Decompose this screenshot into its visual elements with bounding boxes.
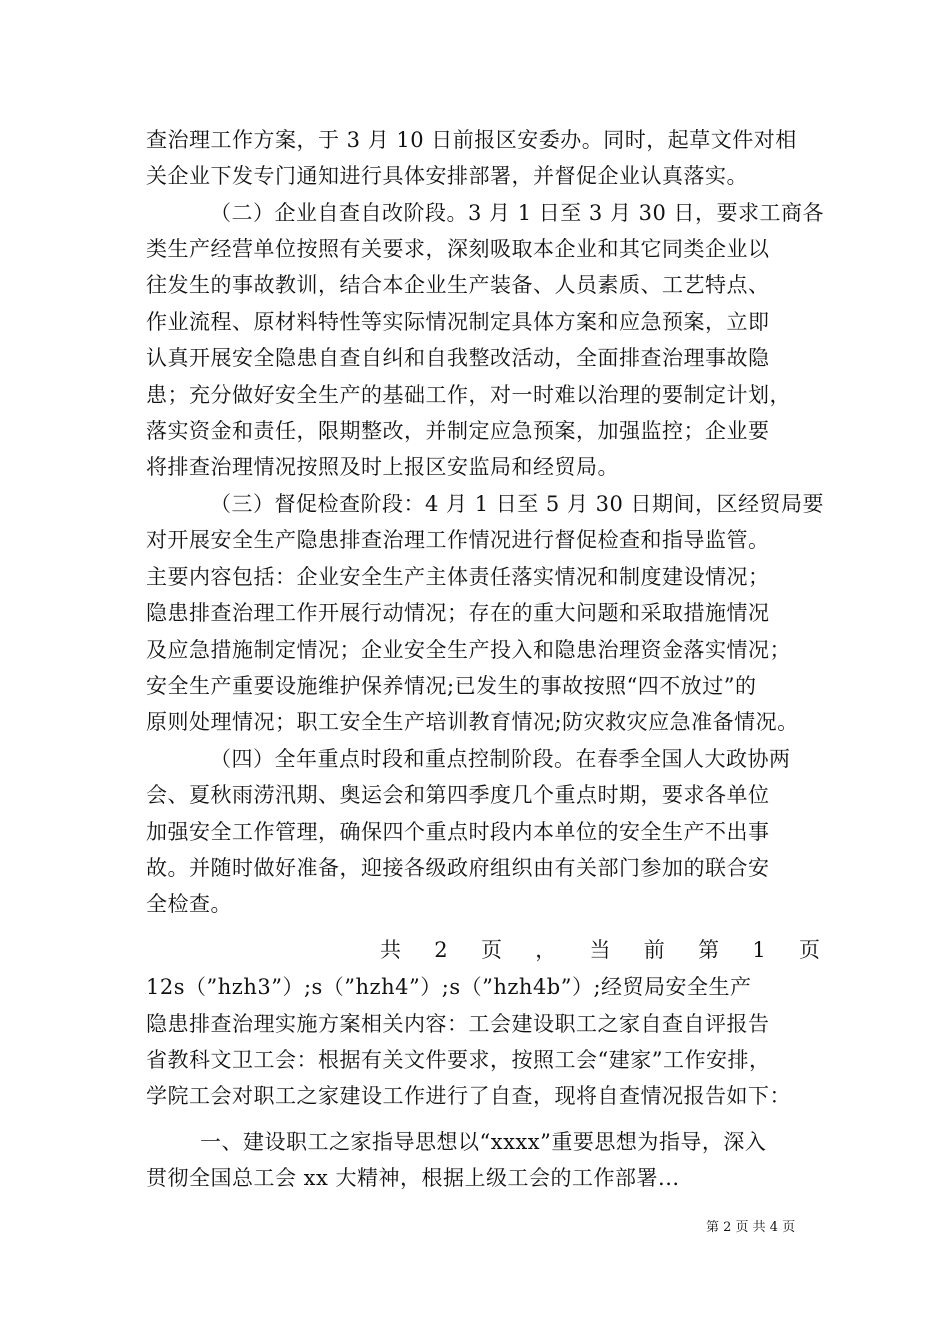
paragraph-line: 安全生产重要设施维护保养情况;已发生的事故按照“四不放过”的 [146,674,757,698]
paragraph-line: 12s（”hzh3”）;s（”hzh4”）;s（”hzh4b”）;经贸局安全生产 [146,975,752,999]
paragraph-line: 认真开展安全隐患自查自纠和自我整改活动，全面排查治理事故隐 [146,346,770,370]
paragraph-line: 故。并随时做好准备，迎接各级政府组织由有关部门参加的联合安 [146,856,770,880]
paragraph-line: 一、建设职工之家指导思想以“xxxx”重要思想为指导，深入 [200,1130,767,1154]
paragraph-line: 省教科文卫工会：根据有关文件要求，按照工会“建家”工作安排， [146,1048,771,1072]
paragraph-line: 类生产经营单位按照有关要求，深刻吸取本企业和其它同类企业以 [146,237,770,261]
section-four-heading-line: （四）全年重点时段和重点控制阶段。在春季全国人大政协两 [210,747,791,771]
paragraph-line: 隐患排查治理实施方案相关内容：工会建设职工之家自查自评报告 [146,1012,770,1036]
paragraph-line: 落实资金和责任，限期整改，并制定应急预案，加强监控；企业要 [146,419,770,443]
page-count-token: 共 [380,938,401,962]
page-count-token: 2 [434,938,448,962]
page-count-token: 页 [799,938,820,962]
page-count-token: 前 [643,938,665,962]
paragraph-line: 往发生的事故教训，结合本企业生产装备、人员素质、工艺特点、 [146,273,770,297]
paragraph-line: 隐患排查治理工作开展行动情况；存在的重大问题和采取措施情况 [146,601,770,625]
paragraph-line: 关企业下发专门通知进行具体安排部署，并督促企业认真落实。 [146,164,748,188]
page-count-token: 1 [752,938,766,962]
paragraph-line: 作业流程、原材料特性等实际情况制定具体方案和应急预案，立即 [146,310,770,334]
page-count-line [380,938,820,962]
section-three-heading-line: （三）督促检查阶段：4 月 1 日至 5 月 30 日期间，区经贸局要 [210,492,825,516]
page-count-token: 当 [589,938,611,962]
paragraph-line: 及应急措施制定情况；企业安全生产投入和隐患治理资金落实情况； [146,638,791,662]
paragraph-line: 主要内容包括：企业安全生产主体责任落实情况和制度建设情况； [146,565,770,589]
paragraph-line: 贯彻全国总工会 xx 大精神，根据上级工会的工作部署... [146,1166,680,1190]
page-footer: 第 2 页 共 4 页 [706,1220,796,1235]
page-count-token: 第 [698,938,720,962]
paragraph-line: 加强安全工作管理，确保四个重点时段内本单位的安全生产不出事 [146,820,770,844]
paragraph-line: 查治理工作方案，于 3 月 10 日前报区安委办。同时，起草文件对相 [146,128,797,152]
paragraph-line: 对开展安全生产隐患排查治理工作情况进行督促检查和指导监管。 [146,528,770,552]
paragraph-line: 全检查。 [146,892,232,916]
paragraph-line: 原则处理情况；职工安全生产培训教育情况;防灾救灾应急准备情况。 [146,710,799,734]
paragraph-line: 患；充分做好安全生产的基础工作，对一时难以治理的要制定计划， [146,383,791,407]
page-count-token: 页 [480,938,502,962]
paragraph-line: 会、夏秋雨涝汛期、奥运会和第四季度几个重点时期，要求各单位 [146,783,770,807]
paragraph-line: 学院工会对职工之家建设工作进行了自查，现将自查情况报告如下： [146,1084,791,1108]
page-count-token: ， [535,938,557,962]
paragraph-line: 将排查治理情况按照及时上报区安监局和经贸局。 [146,455,619,479]
section-two-heading-line: （二）企业自查自改阶段。3 月 1 日至 3 月 30 日，要求工商各 [210,201,825,225]
